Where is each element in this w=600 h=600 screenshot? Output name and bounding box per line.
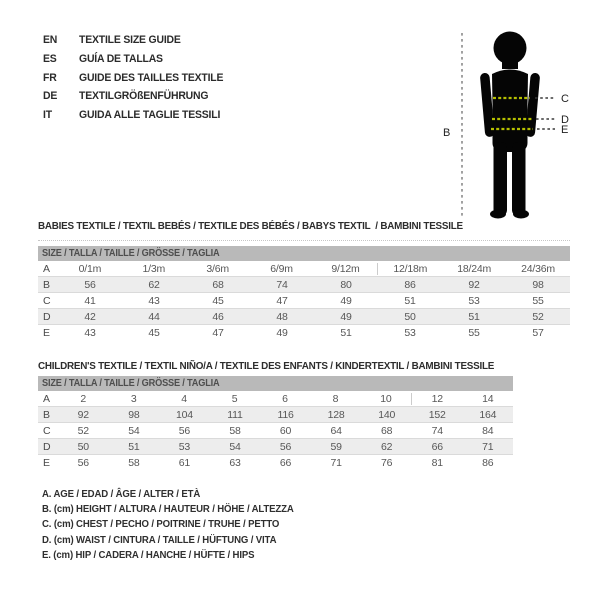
table-cell: 51 bbox=[404, 294, 416, 307]
table-cell: 48 bbox=[276, 310, 288, 323]
language-code: FR bbox=[43, 71, 57, 84]
table-cell: 44 bbox=[148, 310, 160, 323]
table-cell: 18/24m bbox=[457, 262, 492, 275]
language-title: TEXTILE SIZE GUIDE bbox=[79, 34, 181, 47]
table-cell: 24/36m bbox=[521, 262, 555, 275]
table-cell: 111 bbox=[227, 408, 243, 421]
table-cell: 86 bbox=[404, 278, 416, 291]
babies-section-title: BABIES TEXTILE / TEXTIL BEBÉS / TEXTILE DES BÉBÉS / BABYS TEXTIL / BAMBINI TESSILE bbox=[38, 220, 463, 232]
size-header-label: SIZE / TALLA / TAILLE / GRÖSSE / TAGLIA bbox=[42, 248, 220, 259]
children-size-header bbox=[38, 376, 513, 391]
table-cell: 71 bbox=[482, 440, 494, 453]
table-cell: 66 bbox=[279, 457, 292, 469]
children-section-title: CHILDREN'S TEXTILE / TEXTIL NIÑO/A / TEXTILE DES ENFANTS / KINDERTEXTIL / BAMBINI TESSILE bbox=[38, 360, 495, 372]
table-cell: 68 bbox=[381, 424, 393, 437]
language-code: ES bbox=[43, 53, 57, 66]
table-cell: 56 bbox=[84, 278, 96, 291]
table-cell: 50 bbox=[404, 310, 416, 323]
language-row bbox=[43, 50, 231, 69]
row-label: D bbox=[43, 310, 51, 323]
table-cell: 47 bbox=[276, 294, 288, 307]
table-cell: 84 bbox=[482, 424, 494, 437]
table-cell: 62 bbox=[148, 278, 160, 291]
table-cell: 50 bbox=[77, 440, 89, 453]
language-code: DE bbox=[43, 90, 58, 103]
table-cell: 92 bbox=[468, 278, 480, 291]
table-cell: 49 bbox=[340, 294, 352, 307]
table-cell: 81 bbox=[431, 457, 443, 469]
language-row bbox=[43, 31, 231, 50]
babies-table-body bbox=[38, 261, 570, 341]
table-cell: 46 bbox=[212, 310, 224, 323]
table-cell: 51 bbox=[128, 440, 140, 453]
table-cell: 140 bbox=[378, 408, 396, 421]
table-cell: 56 bbox=[77, 457, 89, 469]
waist-label: D bbox=[561, 114, 569, 126]
language-row bbox=[43, 106, 231, 125]
table-row bbox=[38, 293, 570, 309]
language-row bbox=[43, 87, 231, 106]
table-cell: 53 bbox=[404, 327, 416, 339]
chest-label: C bbox=[561, 93, 569, 105]
table-cell: 52 bbox=[532, 310, 544, 323]
divider-dotted-line bbox=[38, 240, 570, 241]
table-cell: 3/6m bbox=[206, 262, 229, 275]
table-row bbox=[38, 325, 570, 341]
table-cell: 51 bbox=[340, 327, 352, 339]
table-row bbox=[38, 277, 570, 293]
children-size-table bbox=[38, 376, 513, 471]
table-cell: 12 bbox=[411, 393, 462, 405]
table-cell: 98 bbox=[128, 408, 140, 421]
row-label: A bbox=[43, 392, 50, 405]
table-cell: 56 bbox=[279, 440, 292, 453]
table-cell: 58 bbox=[128, 457, 140, 469]
child-silhouette-figure bbox=[430, 18, 590, 230]
row-label: E bbox=[43, 327, 50, 339]
table-cell: 54 bbox=[229, 440, 241, 453]
table-row bbox=[38, 439, 513, 455]
table-row bbox=[38, 261, 570, 277]
legend-line: C. (cm) CHEST / PECHO / POITRINE / TRUHE / PETTO bbox=[42, 519, 280, 531]
table-cell: 53 bbox=[468, 294, 480, 307]
legend-line: D. (cm) WAIST / CINTURA / TAILLE / HÜFTUNG / VITA bbox=[42, 534, 277, 546]
table-cell: 52 bbox=[77, 424, 89, 437]
table-cell: 60 bbox=[279, 424, 292, 437]
table-cell: 12/18m bbox=[377, 263, 442, 275]
row-label: A bbox=[43, 262, 50, 275]
children-table-body bbox=[38, 391, 513, 471]
table-cell: 61 bbox=[178, 457, 191, 469]
measurement-legend bbox=[42, 487, 304, 563]
table-cell: 6 bbox=[282, 392, 288, 405]
table-cell: 8 bbox=[332, 392, 339, 405]
babies-size-header bbox=[38, 246, 570, 261]
table-cell: 80 bbox=[340, 278, 352, 291]
table-cell: 6/9m bbox=[270, 262, 293, 275]
table-row bbox=[38, 309, 570, 325]
table-cell: 63 bbox=[229, 457, 241, 469]
language-title: GUIDE DES TAILLES TEXTILE bbox=[79, 71, 224, 84]
table-cell: 56 bbox=[178, 424, 191, 437]
row-label: B bbox=[43, 278, 50, 291]
table-cell: 128 bbox=[327, 408, 345, 421]
table-cell: 14 bbox=[482, 392, 494, 405]
table-cell: 62 bbox=[381, 440, 393, 453]
table-cell: 76 bbox=[381, 457, 393, 469]
table-cell: 3 bbox=[130, 392, 137, 405]
table-cell: 74 bbox=[276, 278, 288, 291]
table-cell: 1/3m bbox=[142, 262, 166, 275]
table-cell: 10 bbox=[380, 392, 392, 405]
table-cell: 4 bbox=[181, 392, 187, 405]
legend-line: A. AGE / EDAD / ÂGE / ALTER / ETÀ bbox=[42, 489, 201, 500]
table-cell: 152 bbox=[428, 408, 446, 421]
table-row bbox=[38, 423, 513, 439]
row-label: D bbox=[43, 440, 51, 453]
size-header-label: SIZE / TALLA / TAILLE / GRÖSSE / TAGLIA bbox=[42, 378, 220, 389]
table-cell: 45 bbox=[212, 294, 224, 307]
table-cell: 9/12m bbox=[331, 262, 360, 275]
table-cell: 0/1m bbox=[78, 262, 102, 275]
table-cell: 74 bbox=[431, 424, 443, 437]
row-label: C bbox=[43, 294, 51, 307]
table-cell: 47 bbox=[212, 327, 224, 339]
row-label: E bbox=[43, 457, 50, 469]
table-cell: 68 bbox=[212, 278, 224, 291]
child-silhouette bbox=[480, 32, 540, 219]
table-cell: 41 bbox=[84, 294, 96, 307]
legend-line: B. (cm) HEIGHT / ALTURA / HAUTEUR / HÖHE / ALTEZZA bbox=[42, 504, 294, 516]
table-cell: 5 bbox=[231, 392, 238, 405]
table-cell: 53 bbox=[178, 440, 191, 453]
hip-label: E bbox=[561, 124, 569, 136]
table-cell: 55 bbox=[532, 294, 544, 307]
language-row bbox=[43, 68, 231, 87]
table-cell: 59 bbox=[330, 440, 342, 453]
table-cell: 49 bbox=[340, 310, 352, 323]
table-cell: 116 bbox=[277, 408, 294, 421]
table-row bbox=[38, 407, 513, 423]
language-code: EN bbox=[43, 34, 58, 47]
table-row bbox=[38, 455, 513, 471]
babies-size-table bbox=[38, 246, 570, 341]
table-cell: 58 bbox=[229, 424, 241, 437]
table-cell: 104 bbox=[175, 408, 193, 421]
table-cell: 49 bbox=[276, 327, 288, 339]
table-cell: 54 bbox=[128, 424, 140, 437]
row-label: B bbox=[43, 408, 50, 421]
language-title: GUÍA DE TALLAS bbox=[79, 53, 163, 66]
language-code: IT bbox=[43, 109, 52, 122]
table-cell: 98 bbox=[532, 278, 544, 291]
language-title: TEXTILGRÖßENFÜHRUNG bbox=[79, 90, 209, 103]
height-label: B bbox=[443, 127, 451, 139]
table-cell: 42 bbox=[84, 310, 96, 323]
language-title: GUIDA ALLE TAGLIE TESSILI bbox=[79, 109, 221, 122]
table-cell: 71 bbox=[330, 457, 342, 469]
row-label: C bbox=[43, 424, 51, 437]
table-cell: 45 bbox=[148, 327, 160, 339]
legend-line: E. (cm) HIP / CADERA / HANCHE / HÜFTE / HIPS bbox=[42, 549, 255, 561]
table-cell: 55 bbox=[468, 327, 480, 339]
table-cell: 66 bbox=[431, 440, 443, 453]
table-cell: 2 bbox=[80, 392, 87, 405]
table-cell: 64 bbox=[330, 424, 342, 437]
table-cell: 43 bbox=[84, 327, 96, 339]
table-cell: 57 bbox=[532, 327, 544, 339]
table-cell: 51 bbox=[468, 310, 480, 323]
table-cell: 43 bbox=[148, 294, 160, 307]
language-title-list bbox=[43, 31, 231, 124]
table-row bbox=[38, 391, 513, 407]
table-cell: 164 bbox=[479, 408, 497, 421]
table-cell: 86 bbox=[482, 457, 494, 469]
table-cell: 92 bbox=[77, 408, 89, 421]
